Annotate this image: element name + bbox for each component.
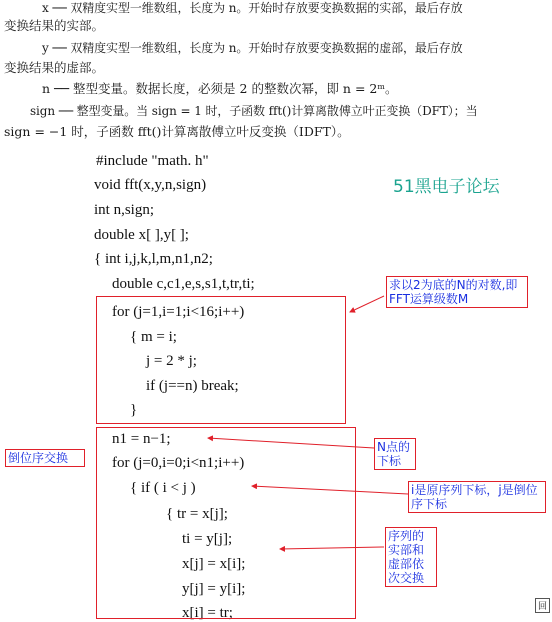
code-line-n1: n1 = n−1;	[112, 431, 171, 447]
desc-line-6: sign ── 整型变量。当 sign = 1 时，子函数 fft()计算离散傅立叶正变换（DFT）；当	[30, 104, 478, 118]
forum-watermark: 51黑电子论坛	[393, 177, 500, 197]
code-line-decl-int: int n,sign;	[94, 202, 155, 218]
arrow-n-point	[208, 438, 374, 448]
code-line-break: if (j==n) break;	[146, 378, 239, 394]
code-line-for-m: for (j=1,i=1;i<16;i++)	[112, 304, 245, 320]
code-line-for-bitrev: for (j=0,i=0;i<n1;i++)	[112, 455, 245, 471]
desc-line-4: 变换结果的虚部。	[4, 60, 105, 75]
arrow-log2	[350, 296, 384, 312]
code-line-local-doubles: double c,c1,e,s,s1,t,tr,ti;	[112, 276, 255, 292]
code-line-include: #include "math. h"	[96, 153, 209, 169]
annotation-swap-parts: 序列的实部和虚部依次交换	[385, 527, 437, 587]
arrow-swap	[280, 547, 384, 549]
annotation-log2-levels: 求以2为底的N的对数,即FFT运算级数M	[386, 276, 528, 308]
arrow-ij	[252, 486, 408, 494]
code-line-close-brace: }	[130, 402, 138, 418]
code-line-ti: ti = y[j];	[182, 531, 233, 547]
code-line-local-ints: { int i,j,k,l,m,n1,n2;	[94, 251, 213, 267]
code-line-m-assign: { m = i;	[130, 329, 177, 345]
code-line-j-double: j = 2 * j;	[146, 353, 197, 369]
desc-line-1: x ── 双精度实型一维数组，长度为 n。开始时存放要变换数据的实部，最后存放	[42, 1, 463, 15]
annotation-bit-reverse: 倒位序交换	[5, 449, 85, 467]
code-line-tr: { tr = x[j];	[166, 506, 228, 522]
annotation-n-point-index: N点的下标	[374, 438, 416, 470]
desc-line-2: 变换结果的实部。	[4, 18, 105, 33]
code-line-func: void fft(x,y,n,sign)	[94, 177, 207, 193]
code-line-yj: y[j] = y[i];	[182, 581, 246, 597]
desc-line-3: y ── 双精度实型一维数组，长度为 n。开始时存放要变换数据的虚部，最后存放	[42, 41, 463, 55]
code-line-if-ij: { if ( i < j )	[130, 480, 196, 496]
annotation-i-j-index: i是原序列下标，j是倒位序下标	[408, 481, 546, 513]
desc-line-5: n ── 整型变量。数据长度，必须是 2 的整数次幂，即 n = 2ᵐ。	[42, 81, 398, 96]
code-line-xj: x[j] = x[i];	[182, 556, 246, 572]
code-line-decl-double: double x[ ],y[ ];	[94, 227, 189, 243]
desc-line-7: sign = −1 时，子函数 fft()计算离散傅立叶反变换（IDFT）。	[4, 124, 350, 139]
page-corner-mark: 回	[535, 598, 550, 613]
code-line-xi: x[i] = tr;	[182, 605, 233, 621]
